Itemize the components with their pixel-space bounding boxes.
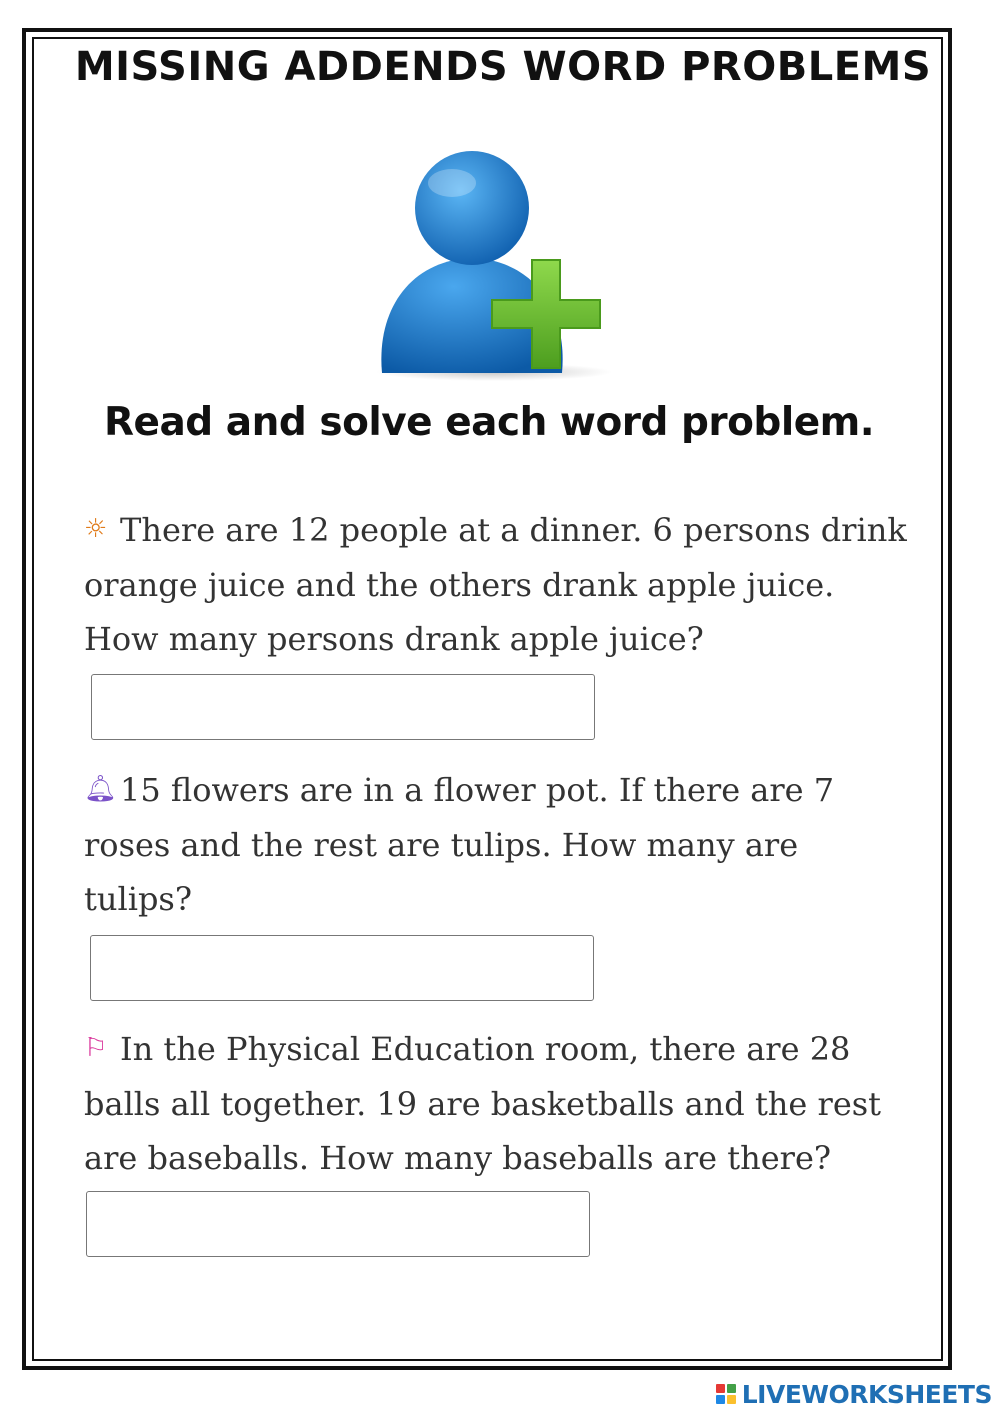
add-person-icon xyxy=(372,148,612,388)
flag-icon: ⚐ xyxy=(84,1033,108,1063)
liveworksheets-logo-icon xyxy=(716,1384,736,1404)
bell-icon: 🔔︎ xyxy=(84,774,118,804)
watermark-text: LIVEWORKSHEETS xyxy=(741,1379,992,1409)
problem-1 xyxy=(84,502,914,667)
problem-3-text: In the Physical Education room, there are 28 balls all together. 19 are basketballs and the rest are baseballs. How many baseballs are there? xyxy=(84,1030,882,1177)
problem-3 xyxy=(84,1021,924,1186)
answer-input-2[interactable] xyxy=(90,935,594,1001)
liveworksheets-watermark xyxy=(716,1379,992,1409)
problem-2-text: 15 flowers are in a flower pot. If there are 7 roses and the rest are tulips. How many are tulips? xyxy=(84,771,835,918)
instruction-text: Read and solve each word problem. xyxy=(104,400,875,445)
problem-1-text: There are 12 people at a dinner. 6 persons drink orange juice and the others drank apple juice. How many persons drank apple juice? xyxy=(84,511,907,658)
sun-icon: ☼ xyxy=(84,514,108,544)
answer-input-1[interactable] xyxy=(91,674,595,740)
worksheet-title: MISSING ADDENDS WORD PROBLEMS xyxy=(74,44,932,90)
answer-input-3[interactable] xyxy=(86,1191,590,1257)
problem-2 xyxy=(84,762,914,927)
